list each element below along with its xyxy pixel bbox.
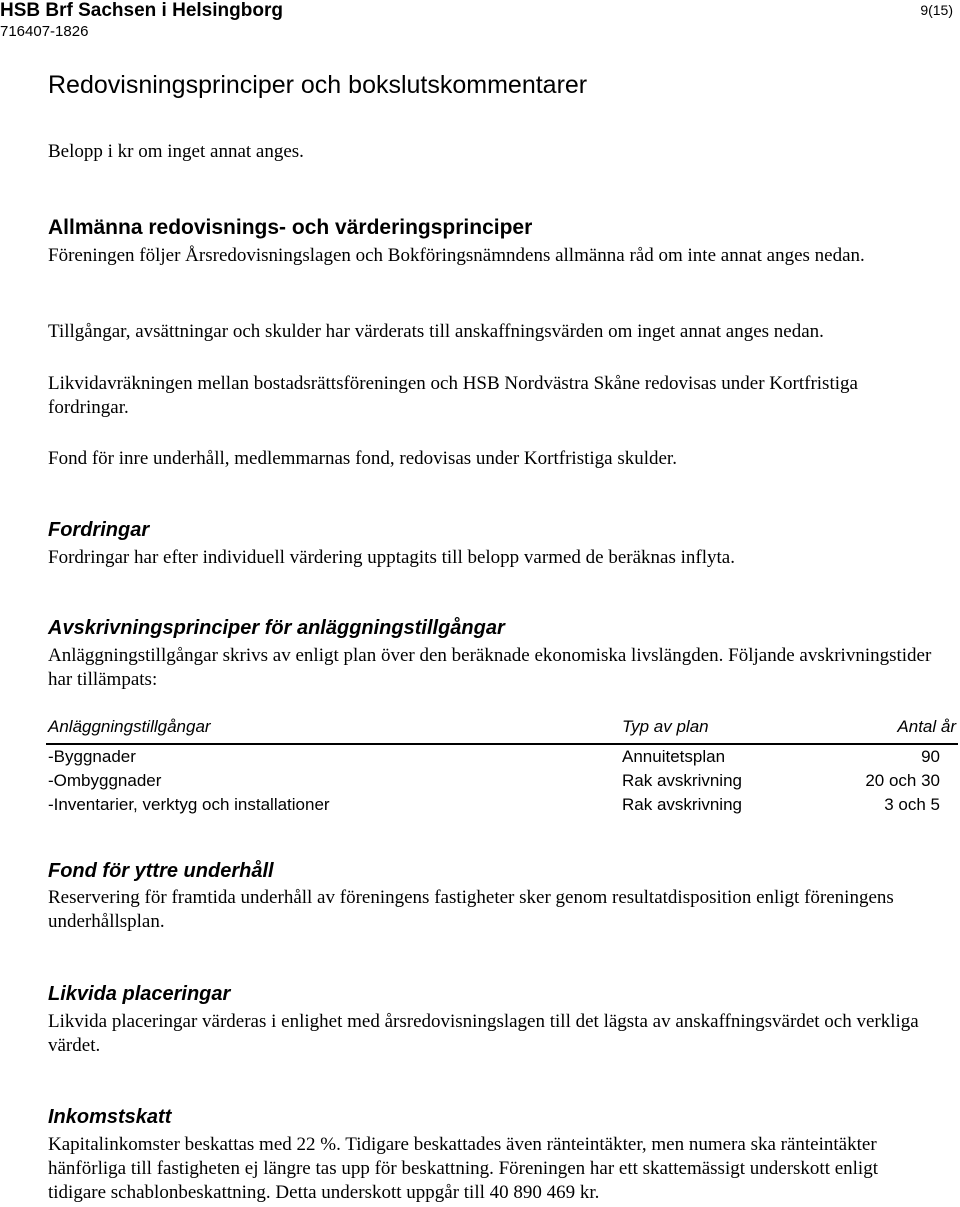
receivables-heading: Fordringar: [48, 519, 150, 541]
general-principles-p2: Tillgångar, avsättningar och skulder har värderats till anskaffningsvärden om inget annat anges nedan.: [48, 321, 824, 342]
receivables-p1: Fordringar har efter individuell värdering upptagits till belopp varmed de beräknas inflyta.: [48, 547, 735, 568]
org-name: HSB Brf Sachsen i Helsingborg: [0, 0, 283, 21]
table-cell-years: 20 och 30: [865, 771, 940, 790]
general-principles-p3: Likvidavräkningen mellan bostadsrättsföreningen och HSB Nordvästra Skåne redovisas under Kortfristiga fordringar.: [48, 373, 858, 418]
table-row: [46, 771, 958, 795]
general-principles-heading: Allmänna redovisnings- och värderingsprinciper: [48, 216, 533, 239]
table-cell-years: 90: [921, 747, 940, 766]
general-principles-p1: Föreningen följer Årsredovisningslagen och Bokföringsnämndens allmänna råd om inte annat anges nedan.: [48, 245, 865, 266]
table-header-rule: [46, 743, 958, 745]
table-header-asset: Anläggningstillgångar: [48, 717, 211, 736]
table-cell-plan: Annuitetsplan: [622, 747, 726, 766]
maintenance-fund-heading: Fond för yttre underhåll: [48, 860, 274, 882]
page-number: 9(15): [920, 2, 953, 18]
income-tax-p1: Kapitalinkomster beskattas med 22 %. Tidigare beskattades även ränteintäkter, men numera ska ränteintäkter hänförliga till fastigheten ej längre tas upp för beskattning. Föreningen har ett skattemässigt underskott enligt tidigare schablonbeskattning. Detta underskott uppgår till 40 890 469 kr.: [48, 1134, 878, 1203]
depreciation-table: [46, 717, 958, 819]
liquid-investments-p1: Likvida placeringar värderas i enlighet med årsredovisningslagen till det lägsta av anskaffningsvärdet och verkliga värdet.: [48, 1011, 919, 1056]
table-cell-asset: -Inventarier, verktyg och installationer: [48, 795, 330, 814]
income-tax-heading: Inkomstskatt: [48, 1106, 172, 1128]
maintenance-fund-p1: Reservering för framtida underhåll av föreningens fastigheter sker genom resultatdisposition enligt föreningens underhållsplan.: [48, 887, 894, 932]
table-row: [46, 747, 958, 771]
org-number: 716407-1826: [0, 23, 89, 40]
table-header-years: Antal år: [897, 717, 956, 736]
table-row: [46, 795, 958, 819]
intro-text: Belopp i kr om inget annat anges.: [48, 141, 304, 162]
general-principles-p4: Fond för inre underhåll, medlemmarnas fond, redovisas under Kortfristiga skulder.: [48, 448, 677, 469]
table-cell-asset: -Byggnader: [48, 747, 136, 766]
page-title: Redovisningsprinciper och bokslutskommentarer: [48, 71, 588, 99]
depreciation-heading: Avskrivningsprinciper för anläggningstillgångar: [48, 617, 505, 639]
table-cell-years: 3 och 5: [884, 795, 940, 814]
table-cell-plan: Rak avskrivning: [622, 795, 742, 814]
liquid-investments-heading: Likvida placeringar: [48, 983, 231, 1005]
table-header-row: [46, 717, 958, 743]
table-cell-plan: Rak avskrivning: [622, 771, 742, 790]
table-header-plan: Typ av plan: [622, 717, 709, 736]
table-cell-asset: -Ombyggnader: [48, 771, 162, 790]
depreciation-p1: Anläggningstillgångar skrivs av enligt plan över den beräknade ekonomiska livslängden. Följande avskrivningstider har tillämpats:: [48, 645, 932, 690]
